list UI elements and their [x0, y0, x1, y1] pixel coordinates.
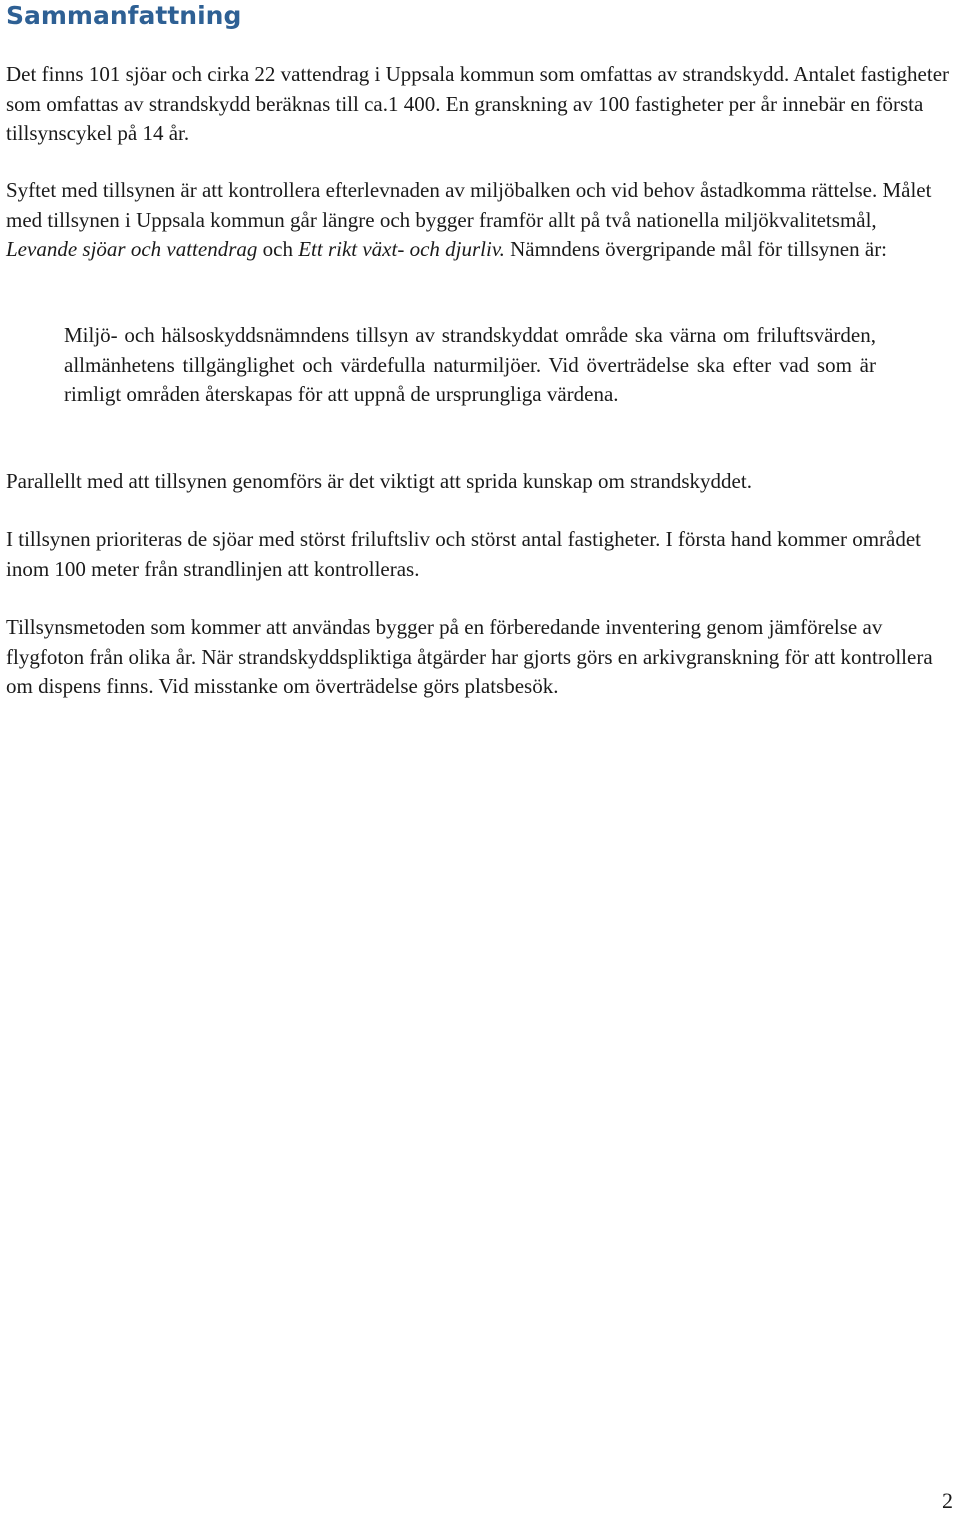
paragraph-purpose-text-1: Syftet med tillsynen är att kontrollera efterlevnaden av miljöbalken och vid behov åstadkomma rättelse. Målet med tillsynen i Uppsala kommun går längre och bygger framför allt på två nationella miljökvalitetsmål, — [6, 178, 932, 232]
paragraph-purpose-text-3: Nämndens övergripande mål för tillsynen är: — [504, 237, 888, 261]
paragraph-overview: Det finns 101 sjöar och cirka 22 vattendrag i Uppsala kommun som omfattas av strandskydd. Antalet fastigheter som omfattas av strandskydd beräknas till ca.1 400. En granskning av 100 fastigheter per år innebär en första tillsynscykel på 14 år. — [6, 62, 950, 145]
page-title: Sammanfattning — [6, 1, 242, 30]
paragraph-purpose — [6, 176, 951, 265]
page-number: 2 — [942, 1488, 953, 1513]
paragraph-purpose-text-2: och — [257, 237, 299, 261]
paragraph-knowledge: Parallellt med att tillsynen genomförs är det viktigt att sprida kunskap om strandskyddet. — [6, 469, 752, 493]
paragraph-priority: I tillsynen prioriteras de sjöar med störst friluftsliv och störst antal fastigheter. I första hand kommer området inom 100 meter från strandlinjen att kontrolleras. — [6, 527, 922, 581]
block-quote-goal: Miljö- och hälsoskyddsnämndens tillsyn av strandskyddat område ska värna om friluftsvärden, allmänhetens tillgänglighet och värdefulla naturmiljöer. Vid överträdelse ska efter vad som är rimligt områden återskapas för att uppnå de ursprungliga värdena. — [64, 323, 876, 406]
goal-living-lakes: Levande sjöar och vattendrag — [6, 237, 258, 261]
paragraph-method: Tillsynsmetoden som kommer att användas bygger på en förberedande inventering genom jämförelse av flygfoton från olika år. När strandskyddspliktiga åtgärder har gjorts görs en arkivgranskning för att kontrollera om dispens finns. Vid misstanke om överträdelse görs platsbesök. — [6, 615, 933, 698]
goal-rich-biodiversity: Ett rikt växt- och djurliv. — [298, 237, 505, 261]
